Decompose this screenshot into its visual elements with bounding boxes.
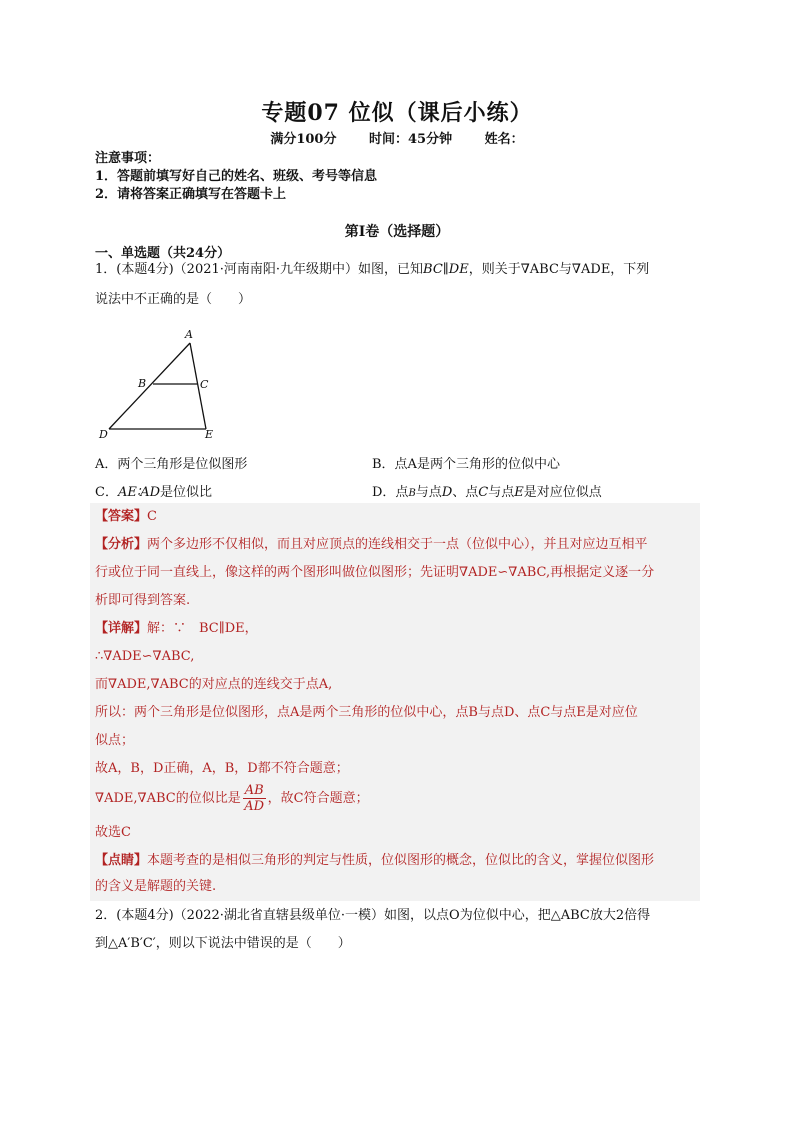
- fraction-numerator: AB: [244, 783, 264, 798]
- analysis-line-2: 行或位于同一直线上，像这样的两个图形叫做位似图形；先证明∇ADE∽∇ABC,再根据定义逐一分: [95, 565, 655, 580]
- exam-meta: [0, 128, 794, 147]
- line-ad: [109, 343, 190, 429]
- option-d-d: D: [441, 485, 453, 500]
- q1-triangle-figure: [95, 326, 225, 444]
- comment-line-2: 的含义是解题的关键.: [95, 879, 217, 894]
- notes-heading: 注意事项：: [95, 151, 161, 166]
- q1-stem-math: BC∥DE: [423, 262, 469, 277]
- notes-item-1: 1．答题前填写好自己的姓名、班级、考号等信息: [95, 169, 378, 184]
- option-d-suffix: 是对应位似点: [523, 485, 602, 500]
- label-d: D: [99, 428, 108, 441]
- question-type-heading: 一、单选题（共24分）: [95, 246, 231, 261]
- q1-option-a: A．两个三角形是位似图形: [95, 457, 248, 472]
- option-d-prefix: D．点: [372, 485, 409, 500]
- option-c-suffix: 是位似比: [160, 485, 213, 500]
- detail-text-7a: ∇ADE,∇ABC的位似比是: [95, 791, 241, 806]
- label-e: E: [205, 428, 214, 441]
- detail-line-4: 所以：两个三角形是位似图形，点A是两个三角形的位似中心，点B与点D、点C与点E是对应位: [95, 705, 638, 720]
- option-d-mid2: 、点: [452, 485, 479, 500]
- notes-item-2: 2．请将答案正确填写在答题卡上: [95, 187, 287, 202]
- label-b: B: [138, 377, 147, 390]
- option-d-mid3: 与点: [488, 485, 515, 500]
- name-label: 姓名：: [484, 132, 524, 147]
- detail-tag: 【详解】: [95, 621, 148, 636]
- label-c: C: [200, 378, 209, 391]
- analysis-line-3: 析即可得到答案.: [95, 593, 191, 608]
- option-d-c: C: [478, 485, 489, 500]
- analysis-tag: 【分析】: [95, 537, 148, 552]
- analysis-line-1: [95, 531, 700, 559]
- option-c-math: AE∶AD: [117, 485, 161, 500]
- detail-text-1: 解：∵ BC∥DE，: [147, 621, 258, 636]
- score-label: 满分100分: [270, 132, 337, 147]
- q1-option-c: [95, 481, 212, 500]
- comment-text-1: 本题考查的是相似三角形的判定与性质，位似图形的概念，位似比的含义，掌握位似图形: [147, 853, 655, 868]
- detail-line-6: 故A，B，D正确，A，B，D都不符合题意；: [95, 761, 349, 776]
- detail-line-5: 似点；: [95, 733, 135, 748]
- section-title: 第I卷（选择题）: [344, 224, 450, 240]
- notes-block: [95, 150, 377, 204]
- fraction-denominator: AD: [244, 799, 265, 814]
- comment-tag: 【点睛】: [95, 853, 148, 868]
- detail-line-1: [95, 615, 700, 643]
- answer-value: C: [147, 509, 157, 524]
- detail-line-3: 而∇ADE,∇ABC的对应点的连线交于点A,: [95, 677, 333, 692]
- q1-stem-line-2: 说法中不正确的是（ ）: [95, 292, 252, 307]
- option-c-prefix: C．: [95, 485, 118, 500]
- similarity-ratio-fraction: [243, 783, 266, 814]
- option-d-mid1: 与点: [415, 485, 442, 500]
- q2-stem-line-2: 到△A′B′C′，则以下说法中错误的是（ ）: [95, 936, 351, 951]
- detail-line-2: ∴∇ADE∽∇ABC,: [95, 649, 195, 664]
- label-a: A: [185, 328, 193, 341]
- q1-option-b: B．点A是两个三角形的位似中心: [372, 457, 560, 472]
- page-title: 专题07 位似（课后小练）: [261, 100, 533, 126]
- answer-tag: 【答案】: [95, 509, 148, 524]
- q1-stem-line-1: [95, 256, 700, 284]
- time-label: 时间：45分钟: [369, 132, 453, 147]
- q1-stem-text-c: ，则关于∇ABC与∇ADE，下列: [468, 262, 650, 277]
- q1-option-d: [372, 481, 602, 500]
- option-d-e: E: [514, 485, 524, 500]
- comment-line-1: [95, 847, 700, 875]
- detail-line-8: 故选C: [95, 825, 131, 840]
- option-d-b: B: [408, 488, 416, 499]
- detail-line-7: [95, 782, 700, 816]
- detail-text-7b: ，故C符合题意；: [267, 791, 369, 806]
- answer-line: [95, 503, 700, 531]
- q2-stem-line-1: 2．(本题4分)（2022·湖北省直辖县级单位·一模）如图，以点O为位似中心，把△ABC放大2倍得: [95, 908, 651, 923]
- analysis-text-1: 两个多边形不仅相似，而且对应顶点的连线相交于一点（位似中心），并且对应边互相平: [147, 537, 648, 552]
- q1-stem-text-a: 1．(本题4分)（2021·河南南阳·九年级期中）如图，已知: [95, 262, 424, 277]
